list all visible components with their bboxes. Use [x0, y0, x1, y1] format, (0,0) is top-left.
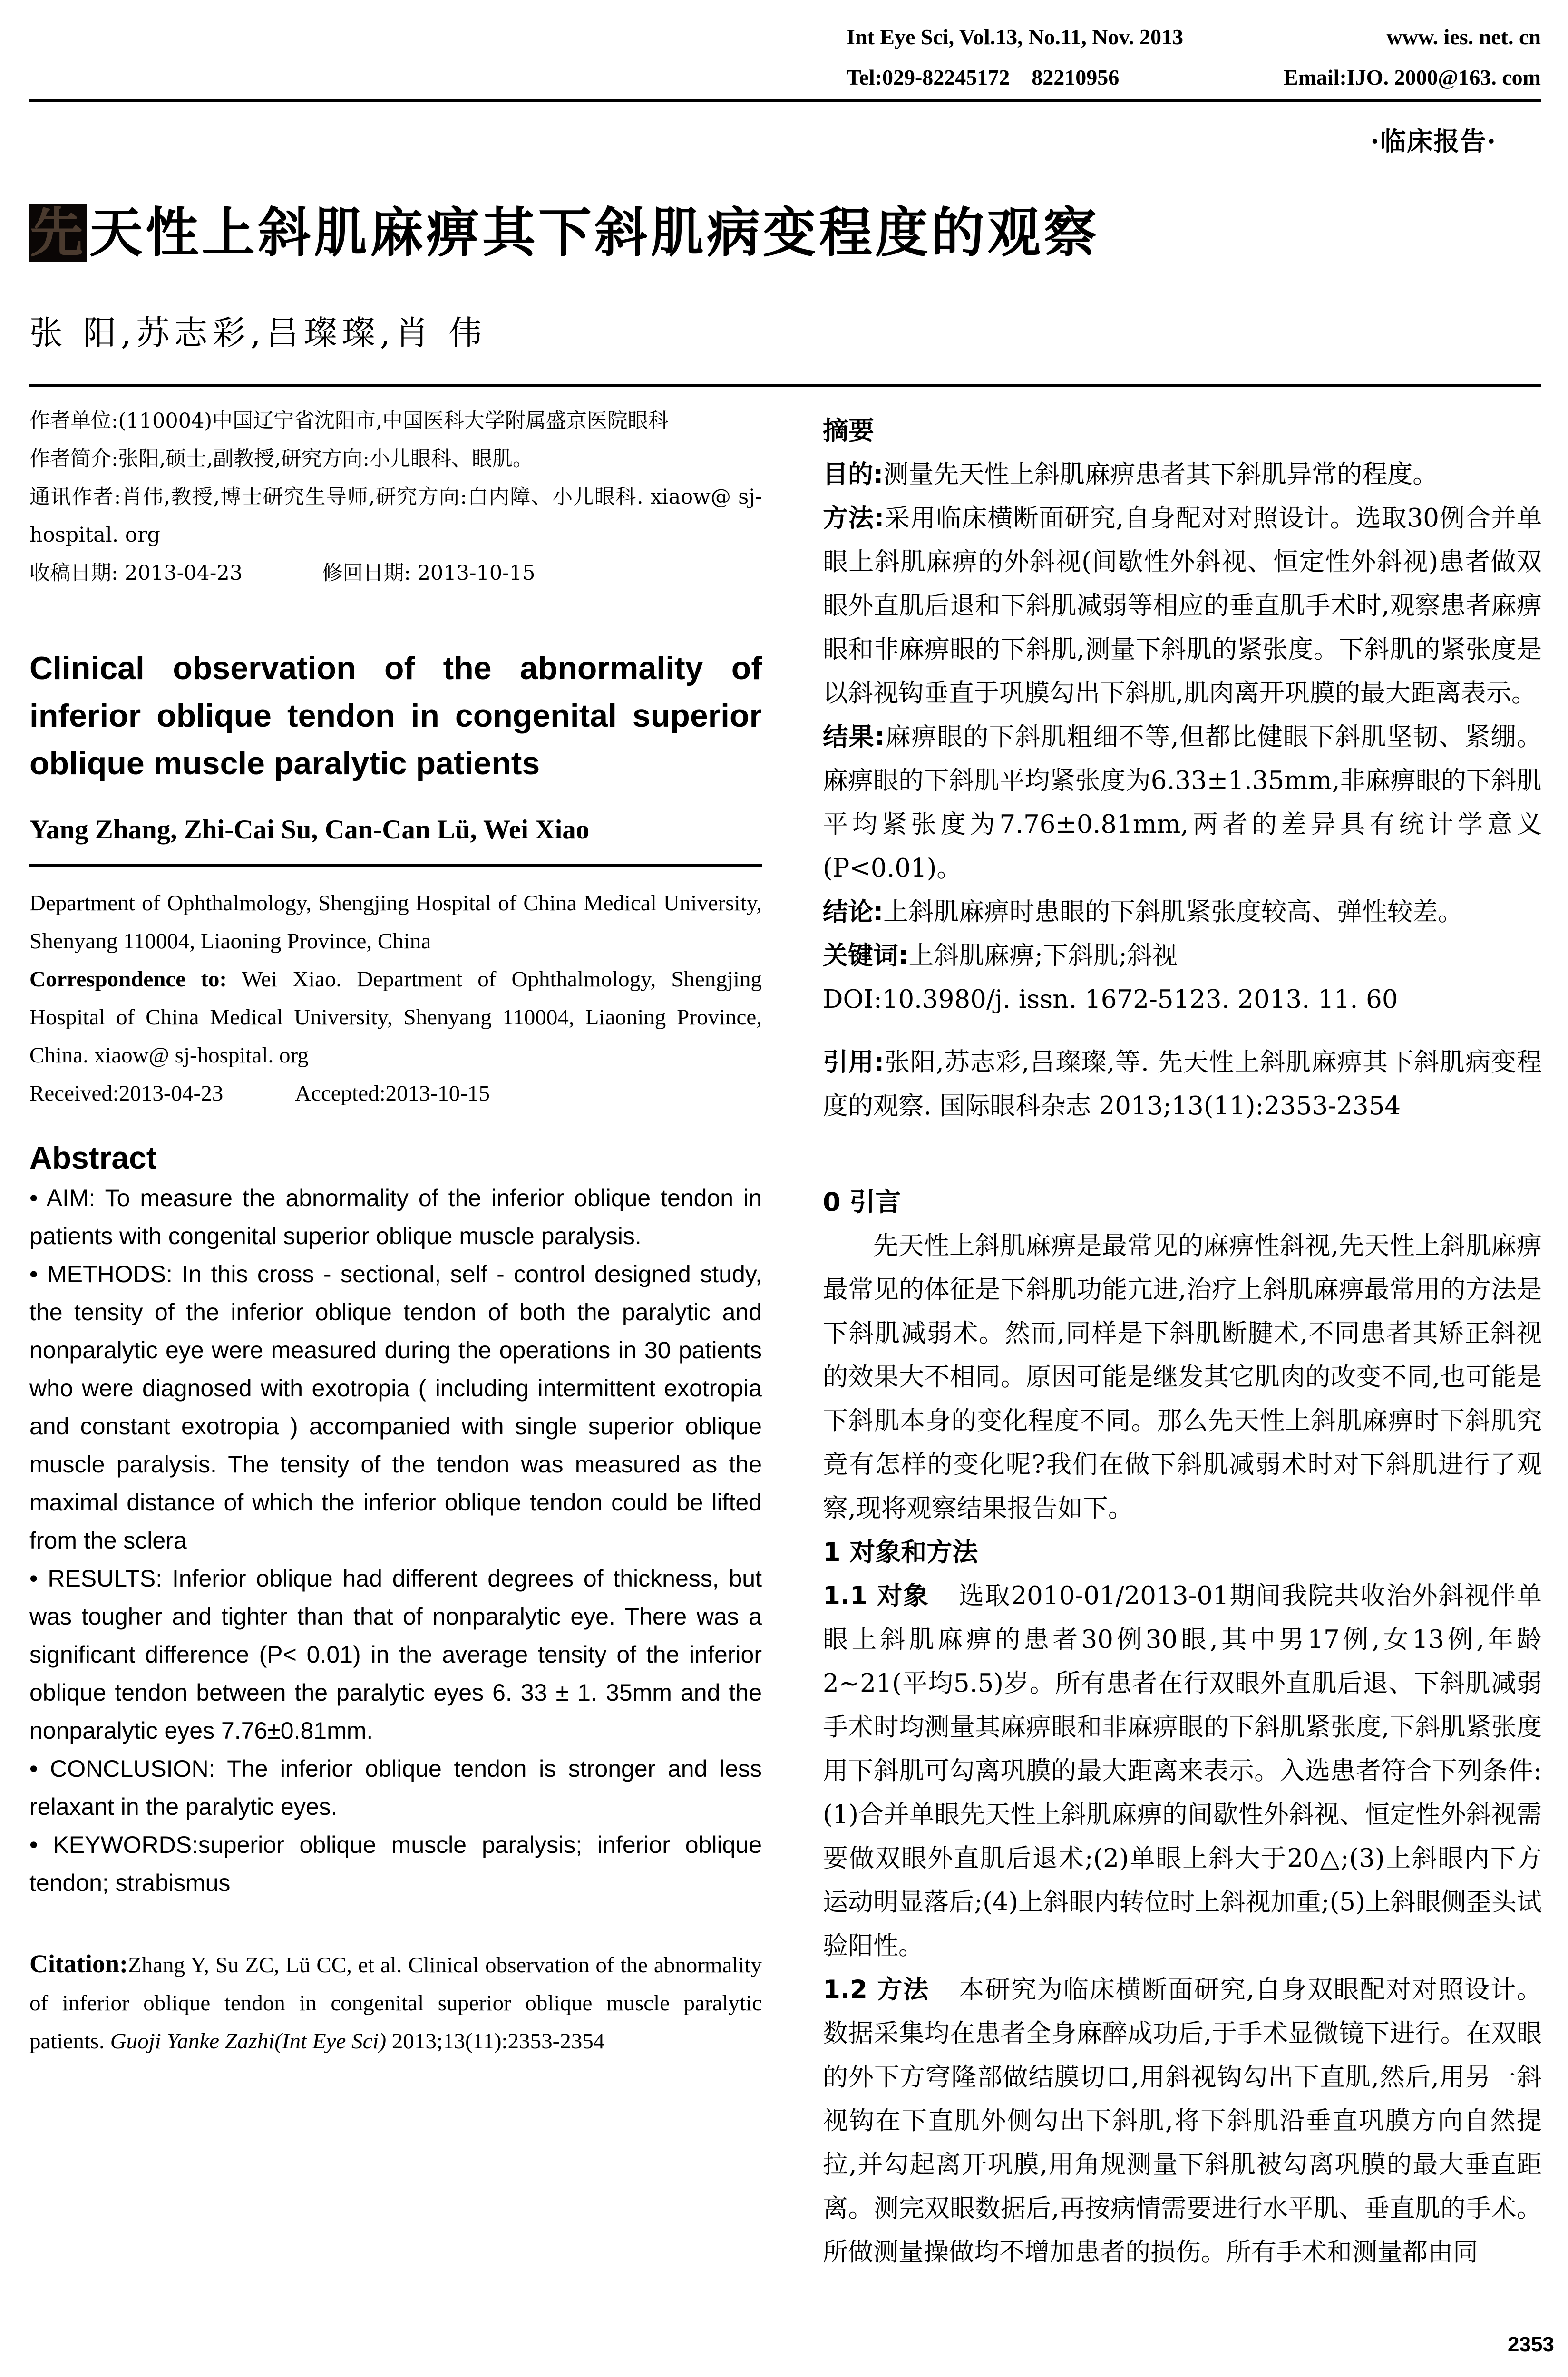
page-number: 2353 — [1508, 2333, 1554, 2356]
abstract-conclusion-cn — [823, 890, 1542, 934]
conclusion-label-cn: 结论: — [823, 897, 884, 926]
title-cn-rest: 天性上斜肌麻痹其下斜肌病变程度的观察 — [89, 202, 1100, 264]
running-header-line-2 — [847, 64, 1541, 91]
citation-journal-en: Guoji Yanke Zazhi(Int Eye Sci) — [110, 2029, 387, 2054]
correspondence-label: Correspondence to: — [29, 967, 227, 992]
left-column — [29, 402, 762, 2060]
received-date-en: Received:2013-04-23 — [29, 1081, 224, 1106]
citation-text-cn: 张阳,苏志彩,吕璨璨,等. 先天性上斜肌麻痹其下斜肌病变程度的观察. 国际眼科杂志 2013;13(11):2353-2354 — [823, 1048, 1542, 1120]
right-column — [823, 409, 1542, 2274]
page-title-cn — [29, 202, 1100, 264]
abstract-cn — [823, 453, 1542, 1022]
section-tag: ·临床报告· — [1370, 126, 1497, 156]
results-label-cn: 结果: — [823, 722, 885, 751]
citation-tail-en: 2013;13(11):2353-2354 — [386, 2029, 605, 2054]
abstract-heading-cn: 摘要 — [823, 416, 874, 446]
correspondence-text: Wei Xiao. Department of Ophthalmology, Shengjing Hospital of China Medical University, Shenyang 110004, Liaoning Province, China. xiaow@ sj-hospital. org — [29, 967, 762, 1068]
results-text-cn: 麻痹眼的下斜肌粗细不等,但都比健眼下斜肌坚韧、紧绷。麻痹眼的下斜肌平均紧张度为6.33±1.35mm,非麻痹眼的下斜肌平均紧张度为7.76±0.81mm,两者的差异具有统计学意义(P<0.01)。 — [823, 722, 1542, 883]
methods-text-cn: 采用临床横断面研究,自身配对对照设计。选取30例合并单眼上斜肌麻痹的外斜视(间歇性外斜视、恒定性外斜视)患者做双眼外直肌后退和下斜肌减弱等相应的垂直肌手术时,观察患者麻痹眼和非麻痹眼的下斜肌,测量下斜肌的紧张度。下斜肌的紧张度是以斜视钩垂直于巩膜勾出下斜肌,肌肉离开巩膜的最大距离表示。 — [823, 504, 1542, 708]
methods-heading: 1 对象和方法 — [823, 1537, 978, 1567]
author-profile-cn: 作者简介:张阳,硕士,副教授,研究方向:小儿眼科、眼肌。 — [29, 447, 533, 471]
abstract-keywords-en: • KEYWORDS:superior oblique muscle paralysis; inferior oblique tendon; strabismus — [29, 1831, 762, 1896]
abstract-en — [29, 1179, 762, 1902]
citation-label-en: Citation: — [29, 1949, 128, 1978]
accepted-date-en: Accepted:2013-10-15 — [295, 1081, 490, 1106]
dates-en — [29, 1074, 762, 1112]
correspondence-cn: 通讯作者:肖伟,教授,博士研究生导师,研究方向:白内障、小儿眼科. xiaow@ sj-hospital. org — [29, 485, 762, 547]
abstract-aim-en: • AIM: To measure the abnormality of the inferior oblique tendon in patients with congenital superior oblique muscle paralysis. — [29, 1185, 762, 1249]
abstract-keywords-cn — [823, 934, 1542, 978]
affiliation-block-en — [29, 884, 762, 1112]
intro-paragraph: 先天性上斜肌麻痹是最常见的麻痹性斜视,先天性上斜肌麻痹最常见的体征是下斜肌功能亢进,治疗上斜肌麻痹最常用的方法是下斜肌减弱术。然而,同样是下斜肌断腱术,不同患者其矫正斜视的效果大不相同。原因可能是继发其它肌肉的改变不同,也可能是下斜肌本身的变化程度不同。那么先天性上斜肌麻痹时下斜肌究竟有怎样的变化呢?我们在做下斜肌减弱术时对下斜肌进行了观察,现将观察结果报告如下。 — [823, 1231, 1542, 1523]
page-title-en: Clinical observation of the abnormality of inferior oblique tendon in congenital superior oblique muscle paralytic patients — [29, 650, 762, 781]
correspondence-en — [29, 960, 762, 1074]
affiliation-en: Department of Ophthalmology, Shengjing Hospital of China Medical University, Shenyang 110004, Liaoning Province, China — [29, 891, 762, 954]
abstract-results-cn — [823, 715, 1542, 890]
header-rule — [29, 99, 1541, 102]
intro-heading: 0 引言 — [823, 1187, 901, 1217]
title-rule — [29, 384, 1541, 387]
abstract-methods-cn — [823, 497, 1542, 715]
journal-website: www. ies. net. cn — [1386, 25, 1541, 49]
abstract-conclusion-en: • CONCLUSION: The inferior oblique tendon is stronger and less relaxant in the paralytic eyes. — [29, 1755, 762, 1820]
running-header-line-1 — [847, 24, 1541, 50]
abstract-results-en: • RESULTS: Inferior oblique had different degrees of thickness, but was tougher and tighter than that of nonparalytic eye. There was a significant difference (P< 0.01) in the average tensity of the inferior oblique tendon between the paralytic eyes 6. 33 ± 1. 35mm and the nonparalytic eyes 7.76±0.81mm. — [29, 1565, 762, 1744]
journal-tel: Tel:029-82245172 82210956 — [847, 65, 1120, 89]
keywords-text-cn: 上斜肌麻痹;下斜肌;斜视 — [908, 941, 1178, 970]
abstract-heading-en: Abstract — [29, 1140, 157, 1175]
journal-volume-info: Int Eye Sci, Vol.13, No.11, Nov. 2013 — [847, 25, 1183, 49]
doi: DOI:10.3980/j. issn. 1672-5123. 2013. 11. 60 — [823, 985, 1398, 1014]
dates-cn — [29, 554, 762, 592]
keywords-label-cn: 关键词: — [823, 941, 909, 970]
authors-en: Yang Zhang, Zhi-Cai Su, Can-Can Lü, Wei Xiao — [29, 815, 590, 845]
method-paragraph — [823, 1968, 1542, 2274]
aim-label-cn: 目的: — [823, 460, 884, 489]
conclusion-text-cn: 上斜肌麻痹时患眼的下斜肌紧张度较高、弹性较差。 — [883, 897, 1463, 926]
authors-cn: 张 阳,苏志彩,吕璨璨,肖 伟 — [29, 313, 487, 352]
method-text: 本研究为临床横断面研究,自身双眼配对对照设计。数据采集均在患者全身麻醉成功后,于手术显微镜下进行。在双眼的外下方穹隆部做结膜切口,用斜视钩勾出下直肌,然后,用另一斜视钩在下直肌外侧勾出下斜肌,将下斜肌沿垂直巩膜方向自然提拉,并勾起离开巩膜,用角规测量下斜肌被勾离巩膜的最大垂直距离。测完双眼数据后,再按病情需要进行水平肌、垂直肌的手术。所做测量操做均不增加患者的损伤。所有手术和测量都由同 — [823, 1975, 1542, 2267]
aim-text-cn: 测量先天性上斜肌麻痹患者其下斜肌异常的程度。 — [883, 460, 1438, 489]
revised-date-cn: 修回日期: 2013-10-15 — [322, 561, 536, 585]
english-header-rule — [29, 864, 762, 867]
journal-email: Email:IJO. 2000@163. com — [1283, 65, 1541, 89]
author-affiliation-cn: 作者单位:(110004)中国辽宁省沈阳市,中国医科大学附属盛京医院眼科 — [29, 409, 669, 433]
citation-text-en: Zhang Y, Su ZC, Lü CC, et al. Clinical observation of the abnormality of inferior oblique tendon in congenital superior oblique muscle paralytic patients. — [29, 1953, 762, 2054]
author-info-cn — [29, 402, 762, 592]
method-label: 1.2 方法 — [823, 1975, 930, 2004]
abstract-methods-en: • METHODS: In this cross - sectional, self - control designed study, the tensity of the inferior oblique tendon of both the paralytic and nonparalytic eye were measured during the operations in 30 patients who were diagnosed with exotropia ( including intermittent exotropia and constant exotropia ) accompanied with single superior oblique muscle paralysis. The tensity of the tendon was measured as the maximal distance of which the inferior oblique tendon could be lifted from the sclera — [29, 1261, 762, 1554]
title-dropcap: 先 — [30, 202, 86, 264]
subjects-label: 1.1 对象 — [823, 1581, 929, 1610]
methods-label-cn: 方法: — [823, 504, 885, 533]
subjects-text: 选取2010-01/2013-01期间我院共收治外斜视伴单眼上斜肌麻痹的患者30例30眼,其中男17例,女13例,年龄2~21(平均5.5)岁。所有患者在行双眼外直肌后退、下斜肌减弱手术时均测量其麻痹眼和非麻痹眼的下斜肌紧张度,下斜肌紧张度用下斜肌可勾离巩膜的最大距离来表示。入选患者符合下列条件:(1)合并单眼先天性上斜肌麻痹的间歇性外斜视、恒定性外斜视需要做双眼外直肌后退术;(2)单眼上斜大于20△;(3)上斜眼内下方运动明显落后;(4)上斜眼内转位时上斜视加重;(5)上斜眼侧歪头试验阳性。 — [823, 1581, 1542, 1960]
citation-cn — [823, 1041, 1542, 1128]
citation-en — [29, 1945, 762, 2060]
abstract-aim-cn — [823, 453, 1542, 497]
citation-label-cn: 引用: — [823, 1048, 885, 1077]
received-date-cn: 收稿日期: 2013-04-23 — [29, 561, 243, 585]
subjects-paragraph — [823, 1574, 1542, 1968]
